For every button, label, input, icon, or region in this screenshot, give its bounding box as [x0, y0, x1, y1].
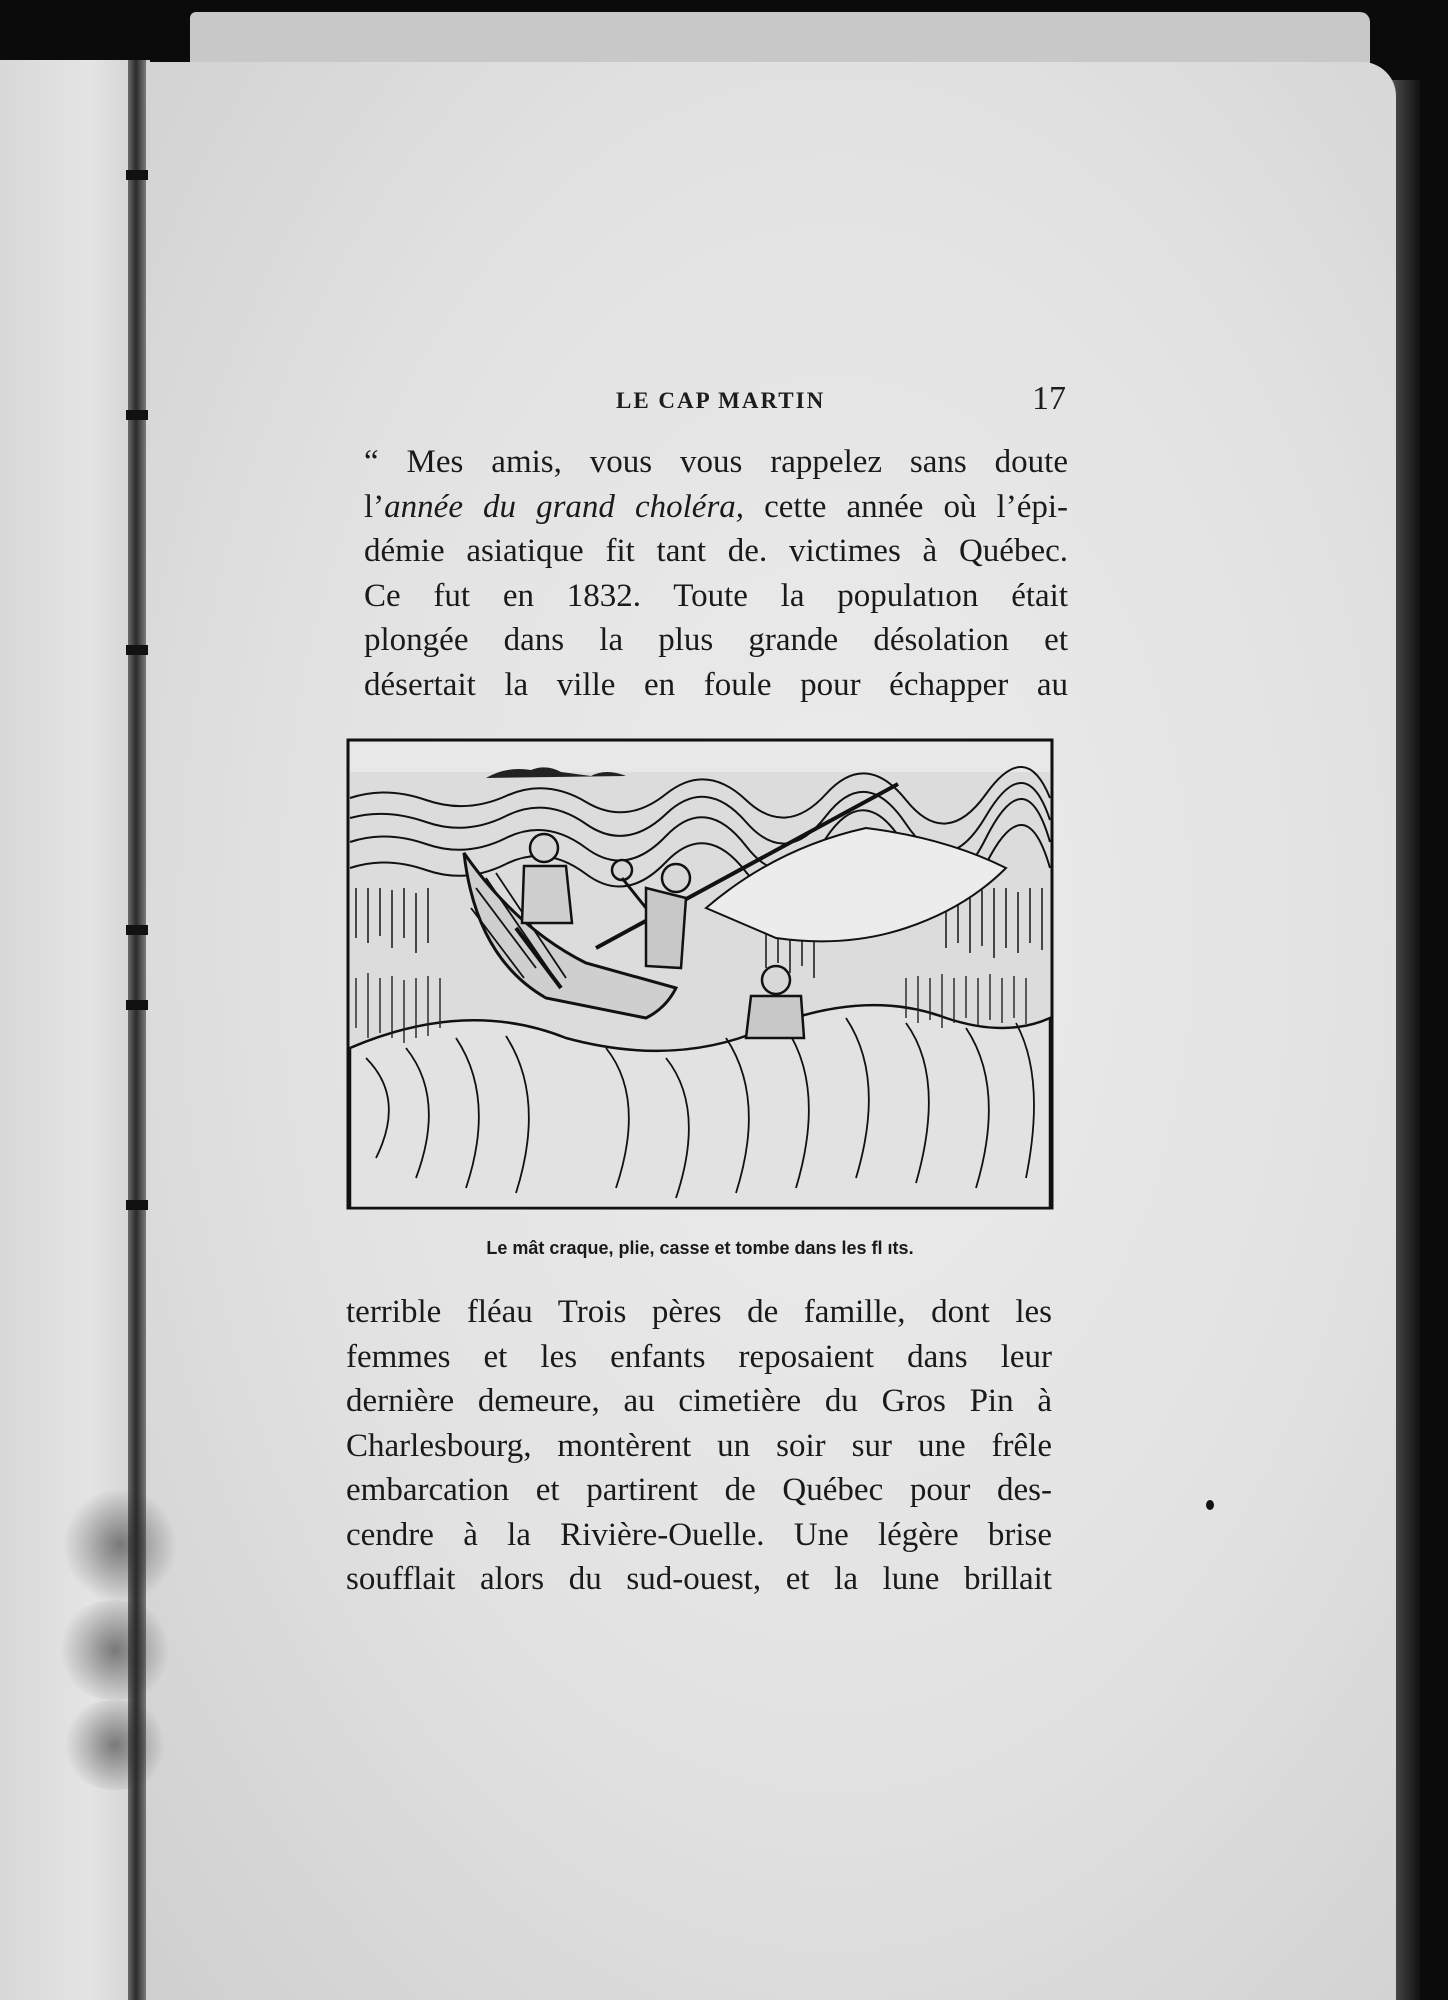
page-header: [346, 380, 1066, 430]
ink-stain: [60, 1490, 180, 1600]
binding-stitch: [126, 645, 148, 655]
binding-stitch: [126, 1000, 148, 1010]
boat-in-storm-engraving: [346, 738, 1054, 1210]
binding-stitch: [126, 1200, 148, 1210]
binding-stitch: [126, 410, 148, 420]
text-line: Ce fut en 1832. Toute la populatıon était: [364, 577, 1068, 614]
text-line: “ Mes amis, vous vous rappelez sans doute: [364, 444, 1068, 480]
text-line: désertait la ville en foule pour échapper au: [364, 666, 1068, 703]
text-fragment: cette année où l’épi-: [744, 488, 1068, 525]
ink-stain: [60, 1700, 170, 1790]
text-line: soufflait alors du sud-ouest, et la lune brillait: [346, 1561, 1052, 1597]
text-line: femmes et les enfants reposaient dans leur: [346, 1338, 1052, 1375]
figure-caption: Le mât craque, plie, casse et tombe dans les fl ıts.: [486, 1238, 914, 1258]
page-number: 17: [1032, 380, 1066, 417]
text-line: plongée dans la plus grande désolation et: [364, 622, 1068, 658]
text-line: cendre à la Rivière-Ouelle. Une légère brise: [346, 1516, 1052, 1553]
text-line: Charlesbourg, montèrent un soir sur une frêle: [346, 1427, 1052, 1464]
binding-stitch: [126, 170, 148, 180]
text-line: terrible fléau Trois pères de famille, dont les: [346, 1294, 1052, 1330]
speck: [1206, 1500, 1214, 1510]
running-title: LE CAP MARTIN: [616, 388, 826, 413]
italic-phrase: année du grand choléra,: [384, 488, 745, 525]
text-fragment: l’: [364, 488, 385, 525]
text-line: embarcation et partirent de Québec pour des-: [346, 1472, 1052, 1508]
engraving-illustration: [346, 738, 1054, 1210]
text-line: dernière demeure, au cimetière du Gros Pin à: [346, 1383, 1052, 1419]
paragraph-2: [346, 1290, 1052, 1602]
ink-stain: [55, 1600, 175, 1700]
binding-stitch: [126, 925, 148, 935]
text-line-italic: [364, 485, 1068, 530]
paragraph-1: [364, 440, 1068, 707]
text-line: démie asiatique fit tant de. victimes à Québec.: [364, 533, 1068, 569]
